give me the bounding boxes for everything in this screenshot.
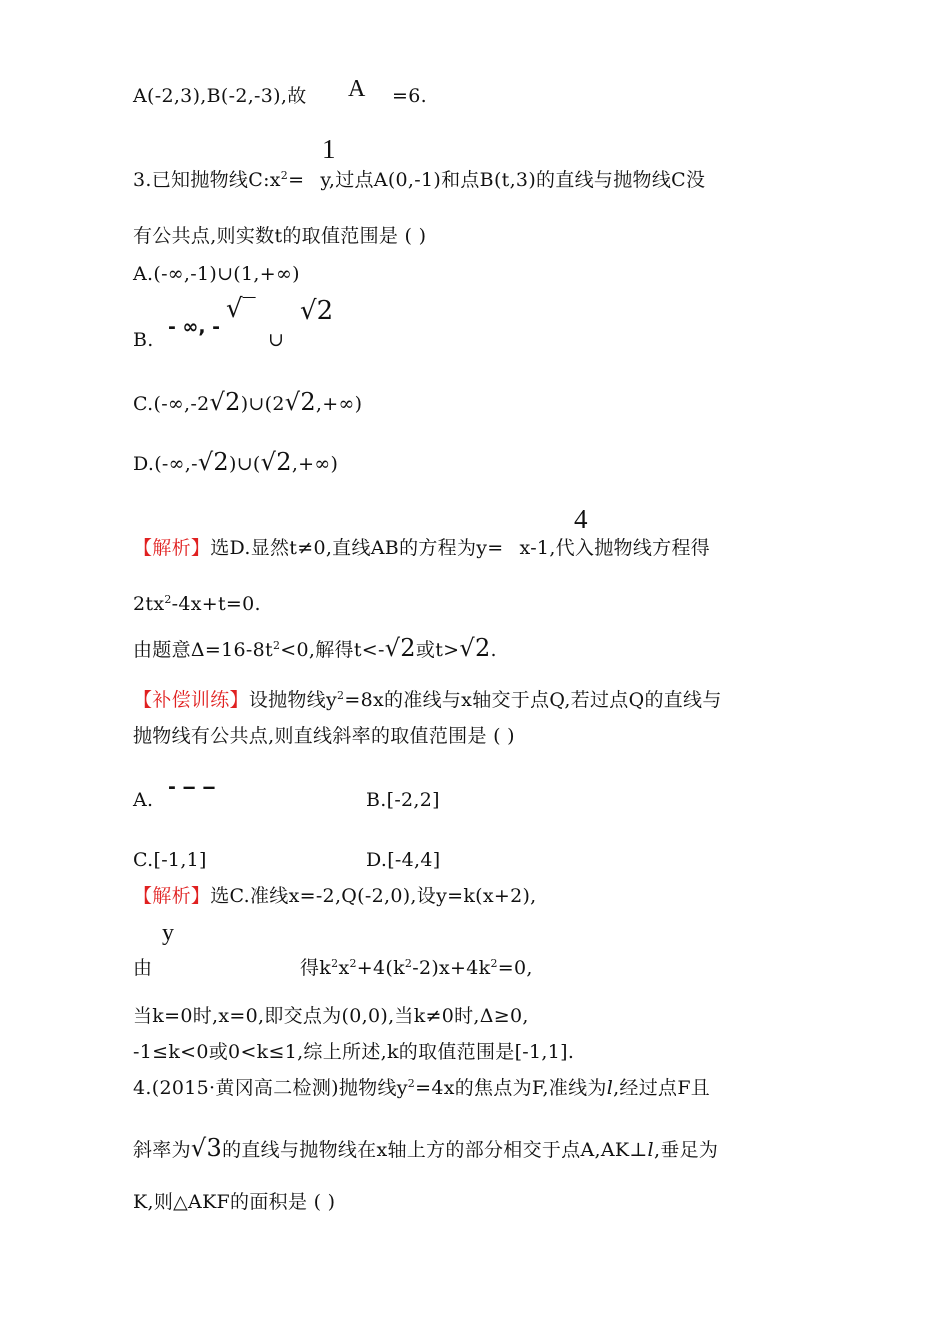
- q4-line1-part2: =4x的焦点为F,准线为: [415, 1077, 607, 1099]
- q3-stem-part2: =: [288, 169, 305, 191]
- q3-stem-part3: y,过点A(0,-1)和点B(t,3)的直线与抛物线C没: [320, 169, 706, 191]
- q3-option-d: [133, 450, 338, 476]
- q3-option-a: A.(-∞,-1)∪(1,+∞): [133, 263, 300, 285]
- extra-tag: 【补偿训练】: [133, 689, 249, 711]
- q3-fraction-numerator: 1: [322, 134, 336, 164]
- sol3-line3-part2: <0,解得t<-: [280, 639, 385, 661]
- q4-line2-part3: ,垂足为: [653, 1139, 719, 1161]
- sol-extra-sup2: 2: [349, 957, 357, 970]
- sol-extra-line2-label: 由: [133, 957, 153, 979]
- extra-line1-part2: =8x的准线与x轴交于点Q,若过点Q的直线与: [344, 689, 722, 711]
- sol-extra-line2-part2: x: [338, 957, 350, 979]
- q4-sup: 2: [407, 1077, 416, 1090]
- sol3-line3: [133, 636, 497, 662]
- q4-line1-part3: ,经过点F且: [613, 1077, 711, 1099]
- sol3-line2: [133, 592, 261, 616]
- extra-sup: 2: [337, 689, 345, 702]
- q3-option-c-pre: C.(-∞,-2: [133, 393, 210, 415]
- q3-option-c-mid: )∪(2: [240, 393, 285, 415]
- sol-extra-system-y: y: [162, 920, 174, 946]
- extra-option-b: B.[-2,2]: [366, 789, 440, 811]
- q4-root: √3: [190, 1134, 223, 1162]
- prev-answer-tail: =6.: [392, 85, 427, 107]
- sol-extra-sup1: 2: [331, 957, 339, 970]
- extra-line2: 抛物线有公共点,则直线斜率的取值范围是 ( ): [133, 725, 515, 747]
- sol-extra-line1-text: 选C.准线x=-2,Q(-2,0),设y=k(x+2),: [210, 885, 537, 907]
- q3-option-b-label: B.: [133, 329, 154, 351]
- q3-option-d-mid: )∪(: [229, 453, 261, 475]
- q3-option-c-post: ,+∞): [315, 393, 363, 415]
- q4-line2: [133, 1136, 718, 1162]
- q4-line2-part2: 的直线与抛物线在x轴上方的部分相交于点A,AK⊥: [222, 1139, 648, 1161]
- q3-option-c-root1: √2: [209, 388, 241, 416]
- sol-extra-line1: [133, 884, 537, 908]
- sol-extra-sup4: 2: [490, 957, 498, 970]
- sol3-line2-part2: -4x+t=0.: [171, 593, 261, 615]
- sol3-root1: √2: [384, 634, 416, 662]
- prev-answer-text: A(-2,3),B(-2,-3),故: [133, 85, 307, 107]
- sol-extra-tag: 【解析】: [133, 885, 211, 907]
- sol3-fraction-numerator: 4: [574, 504, 588, 534]
- extra-line1: [133, 688, 722, 712]
- sol3-line1-part1: 选D.显然t≠0,直线AB的方程为y=: [210, 537, 504, 559]
- q4-l2: l: [647, 1139, 654, 1161]
- sol-extra-line2-part1: 得k: [300, 957, 332, 979]
- sol3-tag: 【解析】: [133, 537, 211, 559]
- q3-option-d-root2: √2: [260, 448, 292, 476]
- extra-option-a-label: A.: [133, 789, 154, 811]
- sol3-line2-part1: 2tx: [133, 593, 165, 615]
- q3-option-c-root2: √2: [284, 388, 316, 416]
- q3-option-c: [133, 390, 362, 416]
- q3-option-b-root1: √‾: [226, 294, 256, 324]
- sol3-sup1: 2: [164, 593, 172, 606]
- extra-line1-part1: 设抛物线y: [248, 689, 338, 711]
- sol-extra-line3: 当k=0时,x=0,即交点为(0,0),当k≠0时,Δ≥0,: [133, 1005, 529, 1027]
- sol-extra-line2-part4: -2)x+4k: [412, 957, 491, 979]
- sol3-line3-part3: 或t>: [415, 639, 460, 661]
- q4-line1-part1: 4.(2015·黄冈高二检测)抛物线y: [133, 1077, 408, 1099]
- sol3-line1: [133, 536, 710, 560]
- q3-option-d-pre: D.(-∞,-: [133, 453, 198, 475]
- sol-extra-line2: [300, 956, 533, 980]
- sol-extra-line4: -1≤k<0或0<k≤1,综上所述,k的取值范围是[-1,1].: [133, 1041, 575, 1063]
- q3-option-d-post: ,+∞): [291, 453, 339, 475]
- extra-option-c: C.[-1,1]: [133, 849, 207, 871]
- q4-line1: [133, 1076, 710, 1100]
- sol3-root2: √2: [459, 634, 491, 662]
- q3-stem-part1: 3.已知抛物线C:x: [133, 169, 281, 191]
- extra-option-d: D.[-4,4]: [366, 849, 441, 871]
- sol-extra-line2-part3: +4(k: [356, 957, 405, 979]
- extra-option-a-fragment: - ‒ ‒: [168, 776, 216, 798]
- sol3-line3-part4: .: [490, 639, 497, 661]
- sol3-line3-part1: 由题意Δ=16-8t: [133, 639, 273, 661]
- formula-fragment-A: A: [348, 76, 366, 102]
- q3-option-b-fragment: - ∞, -: [168, 316, 221, 338]
- q3-stem-line2: 有公共点,则实数t的取值范围是 ( ): [133, 225, 427, 247]
- q3-option-d-root1: √2: [197, 448, 229, 476]
- sol3-sup2: 2: [272, 639, 281, 652]
- sol3-line1-part2: x-1,代入抛物线方程得: [519, 537, 711, 559]
- q4-line3: K,则△AKF的面积是 ( ): [133, 1191, 336, 1213]
- q3-sup: 2: [280, 169, 289, 182]
- q3-stem-line1: [133, 168, 705, 192]
- q4-l1: l: [606, 1077, 614, 1099]
- sol-extra-sup3: 2: [404, 957, 413, 970]
- q4-line2-part1: 斜率为: [133, 1139, 191, 1161]
- prev-answer-line: [133, 84, 307, 108]
- q3-option-b-cup: ∪: [268, 329, 285, 351]
- q3-option-b-root2: √2: [300, 296, 334, 326]
- sol-extra-line2-part5: =0,: [497, 957, 533, 979]
